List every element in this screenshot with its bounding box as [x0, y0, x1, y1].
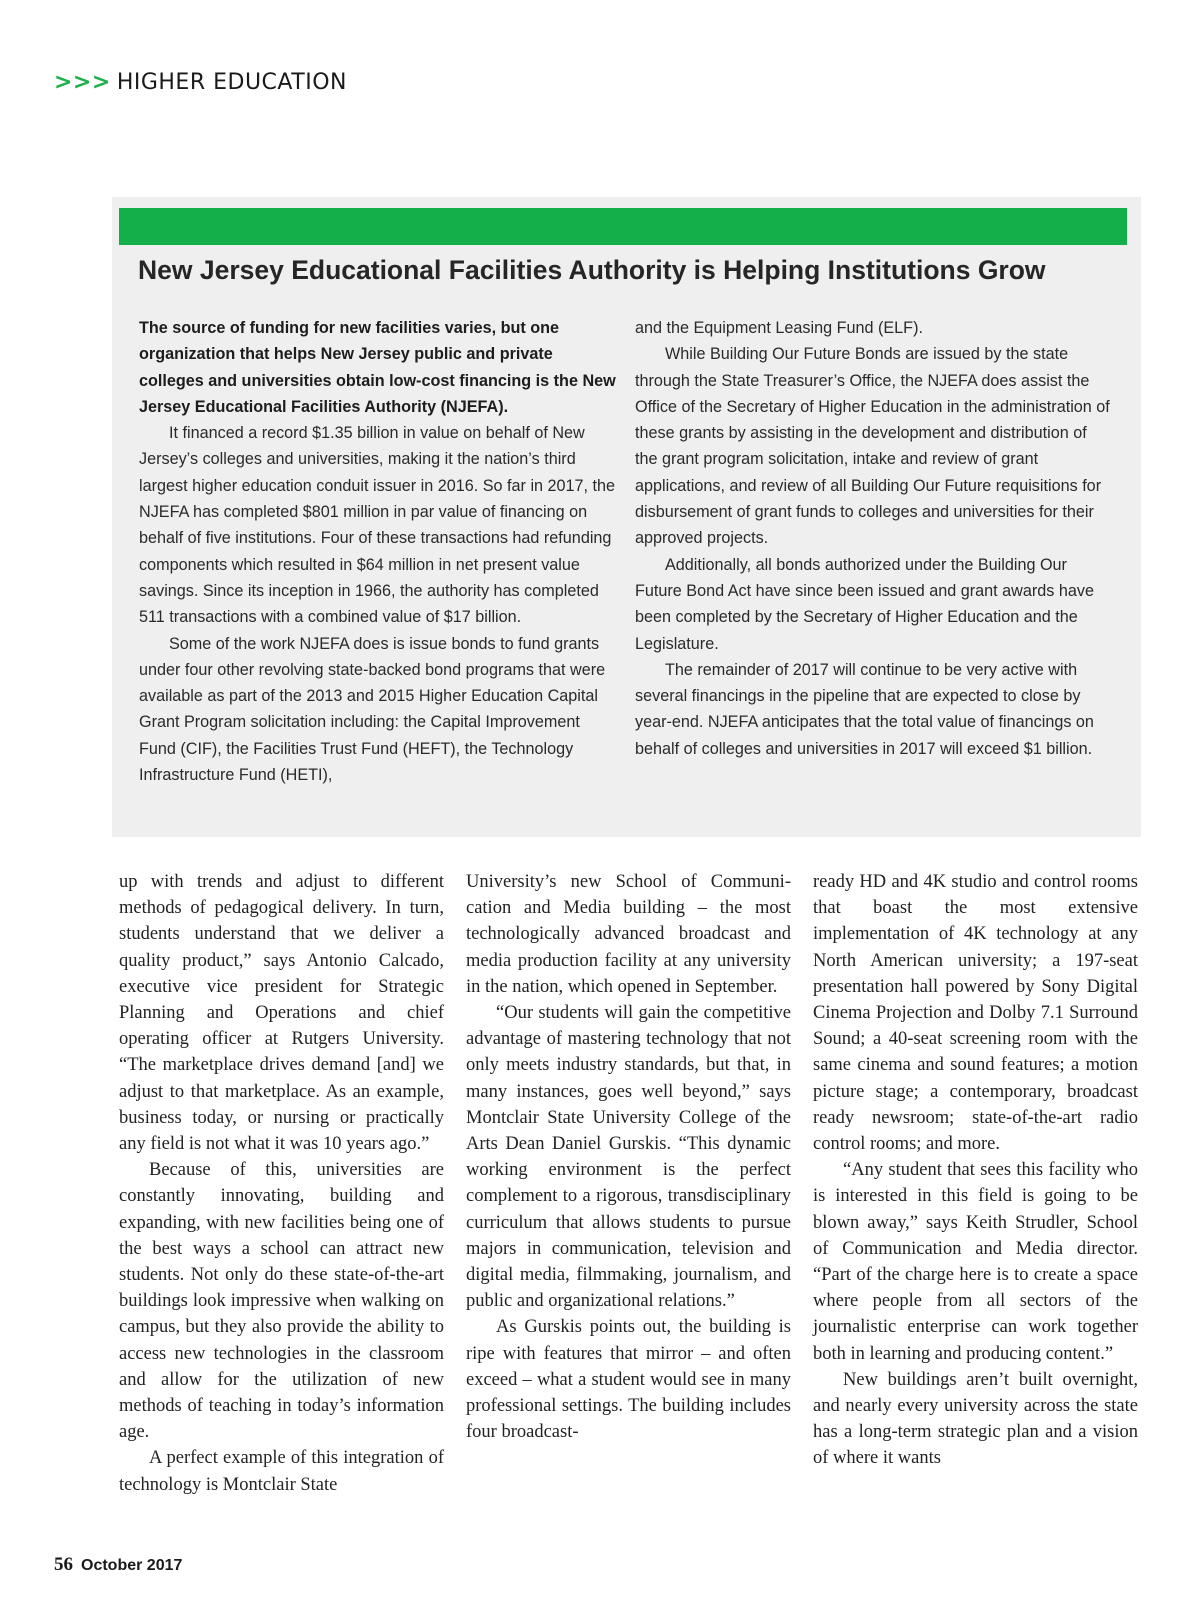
body-column-3 [813, 869, 1138, 1472]
body-column-2 [466, 869, 791, 1445]
sidebar-column-right [635, 315, 1113, 762]
body-paragraph: New buildings aren’t built overnight, and nearly every university across the state has a long-term strategic plan and a vision of where it wants [813, 1369, 1138, 1469]
sidebar-paragraph: and the Equipment Leasing Fund (ELF). [635, 319, 923, 337]
body-paragraph: “Any student that sees this facility who is interested in this field is going to be blown away,” says Keith Strudler, School of Communication and Media director. “Part of the charge here is to create a space where people from all sectors of the journalistic enterprise can work together both in learning and producing content.” [813, 1160, 1138, 1364]
page-footer [54, 1554, 182, 1576]
body-paragraph: As Gurskis points out, the building is ripe with features that mirror – and often exceed – what a student would see in many professional settings. The building includes four broadcast- [466, 1317, 791, 1443]
body-paragraph: University’s new School of Communication and Media building – the most technologically advanced broadcast and media production facility at any university in the nation, which opened in September. [466, 872, 791, 997]
section-header [54, 70, 347, 95]
sidebar-paragraph: It financed a record $1.35 billion in value on behalf of New Jersey’s colleges and universities, making it the nation’s third largest higher education conduit issuer in 2016. So far in 2017, the NJEFA has completed $801 million in par value of financing on behalf of five institutions. Four of these transactions had refunding components which resulted in $64 million in net present value savings. Since its inception in 1966, the authority has completed 511 transactions with a combined value of $17 billion. [139, 424, 616, 627]
sidebar-paragraph: While Building Our Future Bonds are issued by the state through the State Treasurer’s Office, the NJEFA does assist the Office of the Secretary of Higher Education in the administration of these grants by assisting in the development and distribution of the grant program solicitation, intake and review of grant applications, and review of all Building Our Future requisitions for disbursement of grant funds to colleges and universities for their approved projects. [635, 345, 1110, 548]
sidebar-paragraph: Additionally, all bonds authorized under the Building Our Future Bond Act have since been issued and grant awards have been completed by the Secretary of Higher Education and the Legislature. [635, 555, 1094, 653]
section-arrows: >>> [54, 70, 111, 95]
sidebar-box [112, 197, 1141, 837]
sidebar-lead-paragraph: The source of funding for new facilities varies, but one organization that helps New Jersey public and private colleges and universities obtain low-cost financing is the New Jersey Educational Facilities Authority (NJEFA). [139, 319, 616, 416]
section-title: HIGHER EDUCATION [116, 70, 347, 95]
body-paragraph: up with trends and adjust to different methods of pedagogical delivery. In turn, students understand that we deliver a quality product,” says Antonio Calcado, executive vice president for Strategic Planning and Operations and chief operating officer at Rutgers University. “The marketplace drives demand [and] we adjust to that marketplace. As an example, business today, or nursing or practically any field is not what it was 10 years ago.” [119, 872, 444, 1155]
body-column-1 [119, 869, 444, 1498]
sidebar-column-left [139, 315, 617, 788]
body-paragraph: ready HD and 4K studio and control rooms that boast the most extensive implementation of 4K technology at any North American university; a 197-seat presentation hall powered by Sony Digital Cinema Projection and Dolby 7.1 Surround Sound; a 40-seat screening room with the same cinema and sound features; a motion picture stage; a contemporary, broadcast ready newsroom; state-of-the-art radio control rooms; and more. [813, 872, 1138, 1155]
sidebar-paragraph: Some of the work NJEFA does is issue bonds to fund grants under four other revolving state-backed bond programs that were available as part of the 2013 and 2015 Higher Education Capital Grant Program solicitation including: the Capital Improvement Fund (CIF), the Facilities Trust Fund (HEFT), the Technology Infrastructure Fund (HETI), [139, 634, 606, 785]
sidebar-title: New Jersey Educational Facilities Authority is Helping Institutions Grow [138, 255, 1046, 285]
body-paragraph: A perfect example of this integration of technology is Montclair State [119, 1448, 444, 1495]
sidebar-accent-bar [119, 208, 1127, 245]
page-number: 56 [54, 1554, 73, 1575]
sidebar-paragraph: The remainder of 2017 will continue to be very active with several financings in the pipeline that are expected to close by year-end. NJEFA anticipates that the total value of financings on behalf of colleges and universities in 2017 will exceed $1 billion. [635, 660, 1094, 758]
issue-date: October 2017 [81, 1557, 183, 1574]
body-paragraph: “Our students will gain the competitive advantage of mastering technology that not only meets industry standards, but that, in many instances, goes well beyond,” says Montclair State University College of the Arts Dean Daniel Gurskis. “This dynamic working environment is the perfect complement to a rigorous, transdisciplinary curriculum that allows students to pursue majors in communication, television and digital media, filmmaking, journalism, and public and organizational relations.” [466, 1003, 791, 1312]
body-paragraph: Because of this, universities are constantly innovating, building and expanding, with new facilities being one of the best ways a school can attract new students. Not only do these state-of-the-art buildings look impressive when walking on campus, but they also provide the ability to access new technologies in the classroom and allow for the utilization of new methods of teaching in today’s information age. [119, 1160, 444, 1443]
